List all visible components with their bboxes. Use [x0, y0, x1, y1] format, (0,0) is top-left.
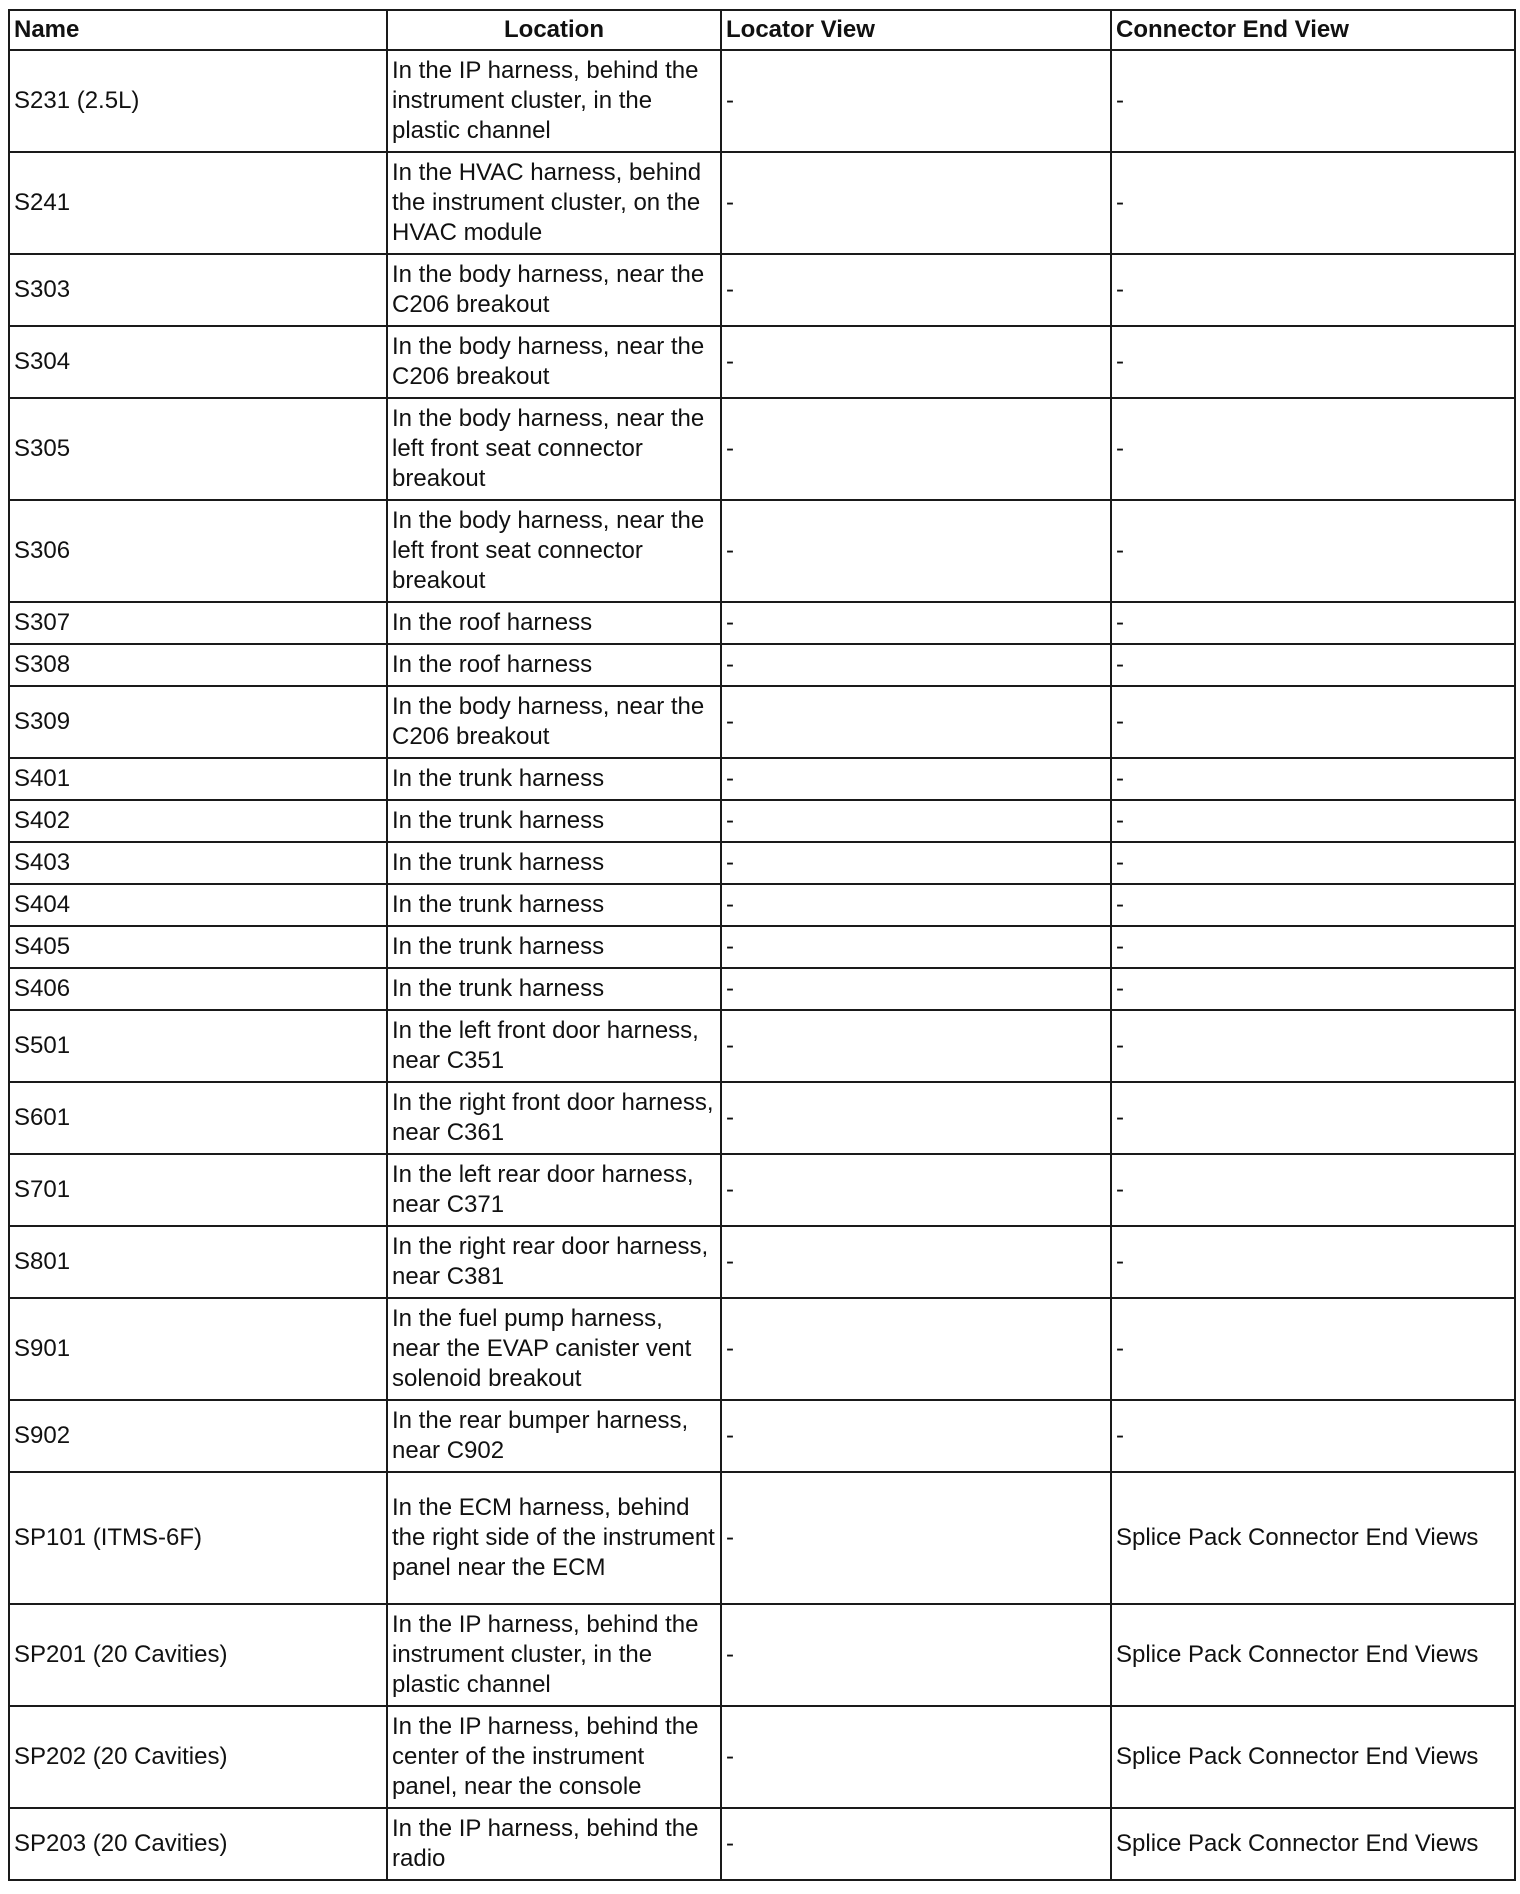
- cell-name: S307: [9, 602, 387, 644]
- cell-name: S901: [9, 1298, 387, 1400]
- table-row: [9, 1604, 1515, 1706]
- cell-locator-view: -: [721, 1082, 1111, 1154]
- cell-locator-view: -: [721, 968, 1111, 1010]
- table-row: [9, 1154, 1515, 1226]
- cell-name: S401: [9, 758, 387, 800]
- cell-locator-view: -: [721, 1226, 1111, 1298]
- cell-connector-end-view: -: [1111, 800, 1515, 842]
- cell-name: SP101 (ITMS-6F): [9, 1472, 387, 1604]
- cell-connector-end-view: -: [1111, 50, 1515, 152]
- table-row: [9, 1808, 1515, 1880]
- table-row: [9, 1706, 1515, 1808]
- cell-locator-view: -: [721, 1808, 1111, 1880]
- cell-name: S305: [9, 398, 387, 500]
- cell-locator-view: -: [721, 884, 1111, 926]
- cell-connector-end-view: -: [1111, 1226, 1515, 1298]
- table-row: [9, 800, 1515, 842]
- table-row: [9, 1400, 1515, 1472]
- table-row: [9, 758, 1515, 800]
- cell-locator-view: -: [721, 1472, 1111, 1604]
- cell-connector-end-view: -: [1111, 926, 1515, 968]
- cell-connector-end-view: -: [1111, 254, 1515, 326]
- cell-connector-end-view: -: [1111, 1298, 1515, 1400]
- cell-connector-end-view: -: [1111, 1082, 1515, 1154]
- table-row: [9, 1010, 1515, 1082]
- table-row: [9, 326, 1515, 398]
- cell-locator-view: -: [721, 1604, 1111, 1706]
- cell-location: In the roof harness: [387, 644, 721, 686]
- cell-locator-view: -: [721, 152, 1111, 254]
- cell-connector-end-view: Splice Pack Connector End Views: [1111, 1472, 1515, 1604]
- cell-location: In the trunk harness: [387, 758, 721, 800]
- header-location: Location: [387, 10, 721, 50]
- cell-connector-end-view: -: [1111, 758, 1515, 800]
- cell-location: In the right front door harness, near C361: [387, 1082, 721, 1154]
- cell-connector-end-view: -: [1111, 842, 1515, 884]
- cell-location: In the body harness, near the C206 breakout: [387, 686, 721, 758]
- table-row: [9, 686, 1515, 758]
- cell-locator-view: -: [721, 398, 1111, 500]
- table-header-row: [9, 10, 1515, 50]
- cell-name: S306: [9, 500, 387, 602]
- header-name: Name: [9, 10, 387, 50]
- cell-locator-view: -: [721, 326, 1111, 398]
- cell-location: In the body harness, near the C206 breakout: [387, 326, 721, 398]
- cell-locator-view: -: [721, 50, 1111, 152]
- cell-location: In the fuel pump harness, near the EVAP canister vent solenoid breakout: [387, 1298, 721, 1400]
- cell-connector-end-view: Splice Pack Connector End Views: [1111, 1808, 1515, 1880]
- cell-location: In the roof harness: [387, 602, 721, 644]
- cell-location: In the IP harness, behind the center of the instrument panel, near the console: [387, 1706, 721, 1808]
- cell-connector-end-view: -: [1111, 602, 1515, 644]
- cell-location: In the body harness, near the left front seat connector breakout: [387, 500, 721, 602]
- cell-connector-end-view: -: [1111, 398, 1515, 500]
- cell-name: S241: [9, 152, 387, 254]
- cell-name: S309: [9, 686, 387, 758]
- cell-locator-view: -: [721, 1010, 1111, 1082]
- cell-name: S902: [9, 1400, 387, 1472]
- cell-connector-end-view: -: [1111, 884, 1515, 926]
- cell-location: In the IP harness, behind the radio: [387, 1808, 721, 1880]
- table-row: [9, 842, 1515, 884]
- cell-locator-view: -: [721, 686, 1111, 758]
- cell-name: S403: [9, 842, 387, 884]
- table-row: [9, 602, 1515, 644]
- table-row: [9, 884, 1515, 926]
- cell-locator-view: -: [721, 1706, 1111, 1808]
- cell-connector-end-view: -: [1111, 1400, 1515, 1472]
- cell-locator-view: -: [721, 644, 1111, 686]
- cell-name: S601: [9, 1082, 387, 1154]
- header-locator-view: Locator View: [721, 10, 1111, 50]
- cell-connector-end-view: -: [1111, 152, 1515, 254]
- cell-locator-view: -: [721, 602, 1111, 644]
- cell-location: In the trunk harness: [387, 926, 721, 968]
- cell-name: S231 (2.5L): [9, 50, 387, 152]
- cell-locator-view: -: [721, 1400, 1111, 1472]
- cell-name: SP201 (20 Cavities): [9, 1604, 387, 1706]
- table-row: [9, 1298, 1515, 1400]
- cell-name: SP203 (20 Cavities): [9, 1808, 387, 1880]
- table-row: [9, 500, 1515, 602]
- table-row: [9, 254, 1515, 326]
- cell-locator-view: -: [721, 926, 1111, 968]
- cell-connector-end-view: -: [1111, 1010, 1515, 1082]
- cell-location: In the IP harness, behind the instrument cluster, in the plastic channel: [387, 50, 721, 152]
- cell-location: In the right rear door harness, near C381: [387, 1226, 721, 1298]
- table-row: [9, 1082, 1515, 1154]
- cell-name: S304: [9, 326, 387, 398]
- cell-connector-end-view: Splice Pack Connector End Views: [1111, 1604, 1515, 1706]
- cell-locator-view: -: [721, 254, 1111, 326]
- cell-name: S801: [9, 1226, 387, 1298]
- cell-connector-end-view: -: [1111, 1154, 1515, 1226]
- table-row: [9, 1226, 1515, 1298]
- cell-connector-end-view: Splice Pack Connector End Views: [1111, 1706, 1515, 1808]
- cell-locator-view: -: [721, 800, 1111, 842]
- splice-location-table: [8, 9, 1516, 1881]
- cell-connector-end-view: -: [1111, 644, 1515, 686]
- cell-locator-view: -: [721, 1154, 1111, 1226]
- cell-name: S406: [9, 968, 387, 1010]
- cell-location: In the body harness, near the C206 breakout: [387, 254, 721, 326]
- cell-name: S701: [9, 1154, 387, 1226]
- cell-location: In the trunk harness: [387, 842, 721, 884]
- table-row: [9, 1472, 1515, 1604]
- cell-location: In the trunk harness: [387, 800, 721, 842]
- cell-name: SP202 (20 Cavities): [9, 1706, 387, 1808]
- cell-location: In the body harness, near the left front seat connector breakout: [387, 398, 721, 500]
- cell-locator-view: -: [721, 758, 1111, 800]
- cell-location: In the HVAC harness, behind the instrument cluster, on the HVAC module: [387, 152, 721, 254]
- cell-locator-view: -: [721, 1298, 1111, 1400]
- cell-connector-end-view: -: [1111, 326, 1515, 398]
- cell-name: S308: [9, 644, 387, 686]
- header-connector-end-view: Connector End View: [1111, 10, 1515, 50]
- cell-location: In the trunk harness: [387, 884, 721, 926]
- cell-locator-view: -: [721, 500, 1111, 602]
- cell-name: S303: [9, 254, 387, 326]
- cell-connector-end-view: -: [1111, 968, 1515, 1010]
- table-body: [9, 50, 1515, 1880]
- table-row: [9, 152, 1515, 254]
- table-row: [9, 398, 1515, 500]
- cell-location: In the rear bumper harness, near C902: [387, 1400, 721, 1472]
- cell-location: In the left front door harness, near C351: [387, 1010, 721, 1082]
- cell-name: S402: [9, 800, 387, 842]
- cell-name: S404: [9, 884, 387, 926]
- cell-location: In the left rear door harness, near C371: [387, 1154, 721, 1226]
- table-row: [9, 926, 1515, 968]
- cell-connector-end-view: -: [1111, 500, 1515, 602]
- cell-location: In the trunk harness: [387, 968, 721, 1010]
- cell-name: S405: [9, 926, 387, 968]
- table-row: [9, 50, 1515, 152]
- cell-location: In the ECM harness, behind the right side of the instrument panel near the ECM: [387, 1472, 721, 1604]
- table-row: [9, 968, 1515, 1010]
- cell-name: S501: [9, 1010, 387, 1082]
- cell-locator-view: -: [721, 842, 1111, 884]
- table-row: [9, 644, 1515, 686]
- cell-connector-end-view: -: [1111, 686, 1515, 758]
- cell-location: In the IP harness, behind the instrument cluster, in the plastic channel: [387, 1604, 721, 1706]
